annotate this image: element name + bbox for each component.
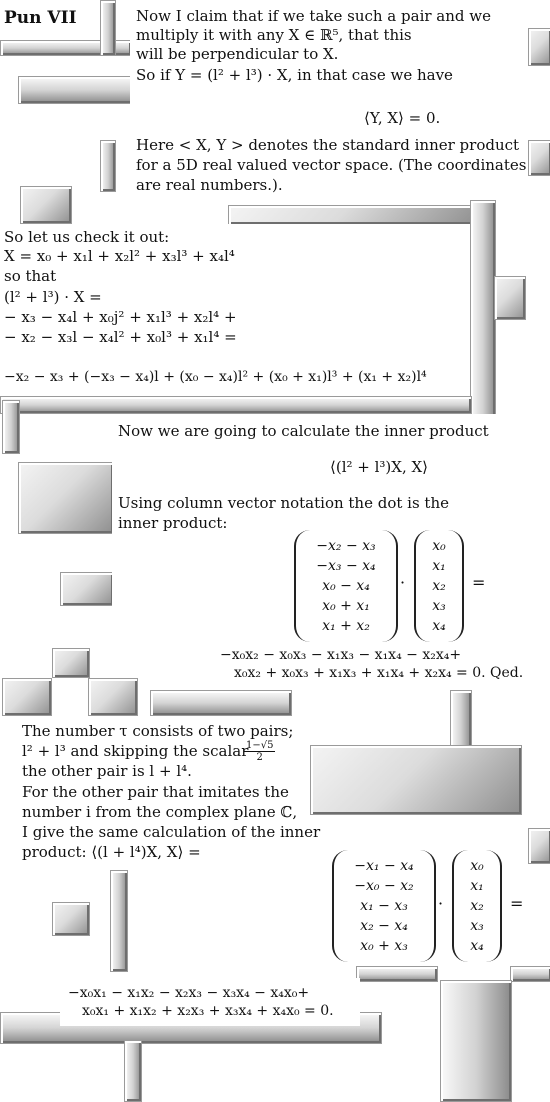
dot-operator: · <box>400 573 406 592</box>
matrix-right <box>452 850 502 962</box>
intro-line: So if Y = (l² + l³) · X, in that case we have <box>136 66 453 84</box>
calc-intro: Now we are going to calculate the inner product <box>118 422 489 440</box>
decor-block <box>228 205 480 225</box>
matrix-entry: −x₁ − x₄ <box>354 858 414 874</box>
matrix-entry: x₄ <box>432 618 446 634</box>
matrix-entry: −x₀ − x₂ <box>354 878 414 894</box>
sum-line: −x₀x₁ − x₁x₂ − x₂x₃ − x₃x₄ − x₄x₀+ <box>68 985 310 1001</box>
result-line: −x₂ − x₃ + (−x₃ − x₄)l + (x₀ − x₄)l² + (x₀ + x₁)l³ + (x₁ + x₂)l⁴ <box>4 369 427 385</box>
matrix-entry: −x₃ − x₄ <box>316 558 376 574</box>
matrix-entry: x₃ <box>432 598 446 614</box>
matrix-entry: x₁ <box>470 878 484 894</box>
matrix-entry: x₀ − x₄ <box>322 578 370 594</box>
matrix-entry: x₀ + x₁ <box>322 598 370 614</box>
decor-block <box>52 902 90 936</box>
fraction-numerator: 1−√5 <box>246 740 274 751</box>
matrix-left <box>332 850 436 962</box>
decor-block <box>310 745 522 815</box>
check-line: So let us check it out: <box>4 228 170 246</box>
decor-block <box>528 28 550 66</box>
check-line: (l² + l³) · X = <box>4 288 102 306</box>
equation: ⟨Y, X⟩ = 0. <box>364 109 441 127</box>
decor-block <box>2 678 52 716</box>
decor-block <box>20 186 72 224</box>
decor-bar <box>0 396 472 414</box>
check-line: − x₃ − x₄l + x₀j² + x₁l³ + x₂l⁴ + <box>4 308 237 326</box>
decor-block <box>60 572 114 606</box>
matrix-right <box>414 530 464 642</box>
calc-expr: ⟨(l² + l³)X, X⟩ <box>330 458 429 476</box>
decor-block <box>528 140 550 176</box>
decor-bar <box>110 870 128 972</box>
decor-bar <box>440 980 512 1102</box>
matrix-entry: x₂ − x₄ <box>360 918 408 934</box>
decor-bar <box>150 690 292 716</box>
tau-line: The number τ consists of two pairs; <box>22 722 294 740</box>
decor-bar <box>510 966 550 982</box>
matrix-entry: x₁ + x₂ <box>322 618 370 634</box>
tau-line: number i from the complex plane ℂ, <box>22 803 298 821</box>
note-line: are real numbers.). <box>136 176 283 194</box>
decor-block <box>494 276 526 320</box>
check-line: − x₂ − x₃l − x₄l² + x₀l³ + x₁l⁴ = <box>4 328 237 346</box>
matrix-entry: x₁ <box>432 558 446 574</box>
matrix-entry: x₁ − x₃ <box>360 898 408 914</box>
decor-bar <box>100 140 116 192</box>
check-line: X = x₀ + x₁l + x₂l² + x₃l³ + x₄l⁴ <box>4 247 235 265</box>
column-note: Using column vector notation the dot is the <box>118 494 449 512</box>
sum-line: x₀x₂ + x₀x₃ + x₁x₃ + x₁x₄ + x₂x₄ = 0. Qed. <box>234 665 524 681</box>
intro-line: Now I claim that if we take such a pair and we <box>136 7 491 25</box>
decor-block <box>88 678 138 716</box>
decor-block <box>528 828 550 864</box>
matrix-entry: x₀ <box>432 538 446 554</box>
check-line: so that <box>4 267 57 285</box>
matrix-entry: x₄ <box>470 938 484 954</box>
decor-bar <box>2 400 20 454</box>
note-line: for a 5D real valued vector space. (The coordinates <box>136 156 527 174</box>
matrix-entry: x₀ <box>470 858 484 874</box>
matrix-left <box>294 530 398 642</box>
decor-block <box>52 648 90 678</box>
decor-bar <box>356 966 438 982</box>
decor-bar <box>470 200 496 418</box>
column-note: inner product: <box>118 514 228 532</box>
matrix-entry: x₂ <box>470 898 484 914</box>
tau-line: product: ⟨(l + l⁴)X, X⟩ = <box>22 843 201 861</box>
dot-operator: · <box>438 894 444 913</box>
tau-line: the other pair is l + l⁴. <box>22 762 192 780</box>
tau-line: l² + l³ and skipping the scalar <box>22 742 249 760</box>
decor-block <box>18 462 114 534</box>
scalar-fraction <box>244 740 275 763</box>
matrix-entry: x₃ <box>470 918 484 934</box>
tau-line: I give the same calculation of the inner <box>22 823 321 841</box>
sum-line: −x₀x₂ − x₀x₃ − x₁x₃ − x₁x₄ − x₂x₄+ <box>220 647 462 663</box>
note-line: Here < X, Y > denotes the standard inner product <box>136 136 520 154</box>
matrix-entry: −x₂ − x₃ <box>316 538 376 554</box>
decor-bar <box>124 1040 142 1102</box>
sum-line: x₀x₁ + x₁x₂ + x₂x₃ + x₃x₄ + x₄x₀ = 0. <box>82 1003 334 1019</box>
page-title: Pun VII <box>4 8 77 28</box>
intro-line: multiply it with any X ∈ ℝ⁵, that this <box>136 26 412 44</box>
matrix-entry: x₀ + x₃ <box>360 938 408 954</box>
matrix-entry: x₂ <box>432 578 446 594</box>
intro-line: will be perpendicular to X. <box>136 45 339 63</box>
tau-line: For the other pair that imitates the <box>22 783 289 801</box>
fraction-denominator: 2 <box>256 752 263 763</box>
decor-bar <box>18 76 135 104</box>
decor-bar <box>100 0 116 56</box>
decor-bar <box>450 690 472 752</box>
equals-sign: = <box>510 894 524 913</box>
equals-sign: = <box>472 573 486 592</box>
